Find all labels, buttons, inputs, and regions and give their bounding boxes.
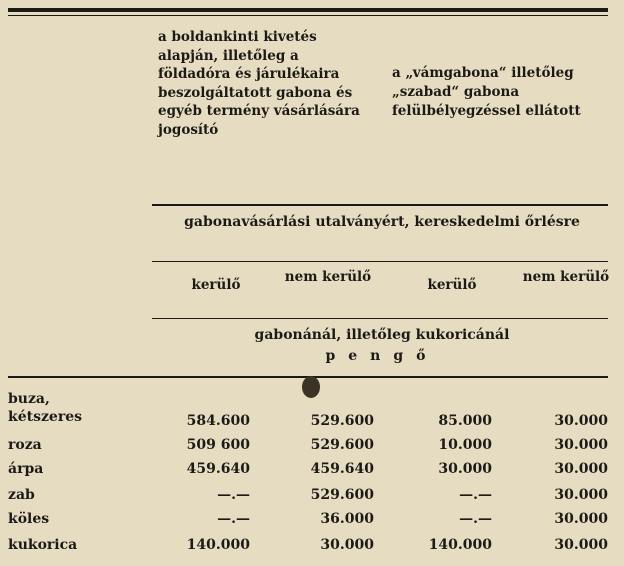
table-cell: 10.000 [438,437,492,453]
subheader-2: nem kerülő [284,269,372,285]
table-cell: —.— [217,487,250,503]
measure-text: gabonánál, illetőleg kukoricánál [254,327,510,343]
ink-blot [302,376,320,398]
table-cell: —.— [459,511,492,527]
table-cell: 529.600 [310,487,374,503]
row-label-zab: zab [8,487,35,503]
table-cell: 30.000 [554,437,608,453]
subheader-3: kerülő [427,277,477,293]
table-cell: 140.000 [428,537,492,553]
top-rule-thin [8,15,608,16]
sub-divider [152,318,608,319]
subheader-1: kerülő [191,277,241,293]
table-cell: 30.000 [554,413,608,429]
table-cell: 140.000 [186,537,250,553]
row-label-arpa: árpa [8,461,44,477]
header-divider [152,204,608,206]
table-cell: 36.000 [320,511,374,527]
table-cell: 529.600 [310,437,374,453]
table-cell: 584.600 [186,413,250,429]
measure-heading [152,325,612,367]
header-col-a: a boldankinti kivetés alapján, illetőleg a földadóra és járulékaira beszolgáltatott gabona és egyéb termény vásárlására jogosító [158,29,360,138]
row-label-buza: buza, kétszeres [8,391,82,425]
voucher-divider [152,261,608,262]
row-label-roza: roza [8,437,42,453]
table-cell: 30.000 [554,487,608,503]
table-cell: —.— [459,487,492,503]
table-cell: 30.000 [438,461,492,477]
row-label-kukorica: kukorica [8,537,78,553]
table-cell: 509 600 [186,437,250,453]
table-cell: 30.000 [320,537,374,553]
table-cell: 85.000 [438,413,492,429]
table-cell: 459.640 [186,461,250,477]
top-rule [8,8,608,12]
voucher-heading: gabonavásárlási utalványért, kereskedelmi őrlésre [184,214,580,230]
table-cell: 459.640 [310,461,374,477]
table-cell: 30.000 [554,461,608,477]
subheader-4: nem kerülő [522,269,610,285]
table-cell: 30.000 [554,537,608,553]
table-cell: 529.600 [310,413,374,429]
table-cell: 30.000 [554,511,608,527]
unit-text: pengő [325,348,439,364]
table-cell: —.— [217,511,250,527]
header-col-b: a „vámgabona“ illetőleg „szabad“ gabona felülbélyegzéssel ellátott [392,65,581,119]
row-label-koles: köles [8,511,50,527]
